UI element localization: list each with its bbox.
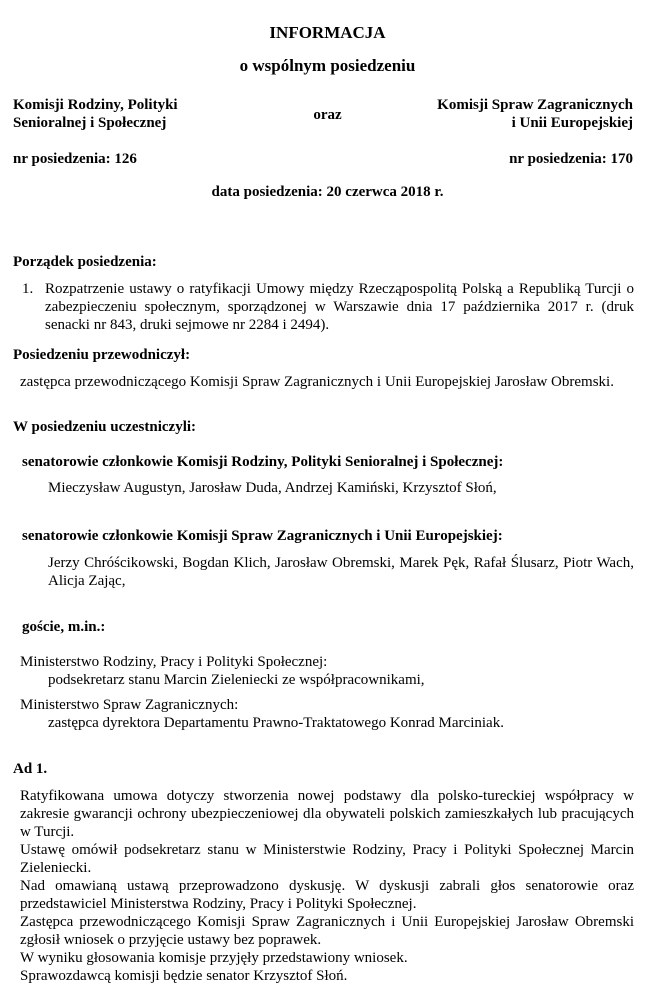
- committee-right-line-2: i Unii Europejskiej: [511, 115, 633, 131]
- chair-heading: Posiedzeniu przewodniczył:: [13, 347, 191, 363]
- committee-connector: oraz: [313, 107, 342, 123]
- guest-ministry-family-detail: podsekretarz stanu Marcin Zieleniecki ze współpracownikami,: [48, 672, 425, 688]
- chair-text: zastępca przewodniczącego Komisji Spraw Zagranicznych i Unii Europejskiej Jarosław Obremski.: [20, 374, 614, 390]
- group-names-family-committee: Mieczysław Augustyn, Jarosław Duda, Andrzej Kamiński, Krzysztof Słoń,: [48, 480, 497, 496]
- committee-left-line-2: Senioralnej i Społecznej: [13, 115, 167, 131]
- meeting-number-right: nr posiedzenia: 170: [509, 151, 633, 167]
- agenda-item: [22, 280, 634, 334]
- document-subtitle: o wspólnym posiedzeniu: [239, 56, 416, 75]
- ad1-paragraph: Zastępca przewodniczącego Komisji Spraw Zagranicznych i Unii Europejskiej Jarosław Obremski zgłosił wniosek o przyjęcie ustawy bez poprawek.: [20, 914, 634, 948]
- committee-right-line-1: Komisji Spraw Zagranicznych: [437, 97, 633, 113]
- guests-heading: goście, m.in.:: [22, 619, 106, 635]
- guest-ministry-family: Ministerstwo Rodziny, Pracy i Polityki Społecznej:: [20, 654, 328, 670]
- ad1-body: [20, 787, 634, 985]
- committee-left-line-1: Komisji Rodziny, Polityki: [13, 97, 178, 113]
- document-title: INFORMACJA: [269, 23, 386, 42]
- committee-right: [437, 96, 633, 132]
- ad1-paragraph: Sprawozdawcą komisji będzie senator Krzysztof Słoń.: [20, 968, 348, 984]
- group-heading-foreign-committee: senatorowie członkowie Komisji Spraw Zagranicznych i Unii Europejskiej:: [22, 528, 503, 544]
- participants-heading: W posiedzeniu uczestniczyli:: [13, 419, 197, 435]
- guest-ministry-foreign: Ministerstwo Spraw Zagranicznych:: [20, 697, 239, 713]
- ad1-paragraph: Nad omawianą ustawą przeprowadzono dyskusję. W dyskusji zabrali głos senatorowie oraz przedstawiciel Ministerstwa Rodziny, Pracy i Polityki Społecznej.: [20, 878, 634, 912]
- ad1-heading: Ad 1.: [13, 761, 48, 777]
- agenda-heading: Porządek posiedzenia:: [13, 254, 157, 270]
- group-heading-family-committee: senatorowie członkowie Komisji Rodziny, Polityki Senioralnej i Społecznej:: [22, 454, 504, 470]
- meeting-number-left: nr posiedzenia: 126: [13, 151, 137, 167]
- ad1-paragraph: W wyniku głosowania komisje przyjęły przedstawiony wniosek.: [20, 950, 408, 966]
- agenda-item-number: 1.: [22, 281, 34, 297]
- meeting-date: data posiedzenia: 20 czerwca 2018 r.: [211, 184, 444, 200]
- guest-ministry-foreign-detail: zastępca dyrektora Departamentu Prawno-Traktatowego Konrad Marciniak.: [48, 715, 504, 731]
- agenda-item-text: Rozpatrzenie ustawy o ratyfikacji Umowy między Rzecząpospolitą Polską a Republiką Turcji o zabezpieczeniu społecznym, sporządzonej w Warszawie dnia 17 października 2017 r. (druk senacki nr 843, druki sejmowe nr 2284 i 2494).: [45, 281, 634, 333]
- ad1-paragraph: Ustawę omówił podsekretarz stanu w Ministerstwie Rodziny, Pracy i Polityki Społecznej Marcin Zieleniecki.: [20, 842, 634, 876]
- ad1-paragraph: Ratyfikowana umowa dotyczy stworzenia nowej podstawy dla polsko-tureckiej współpracy w zakresie gwarancji ochrony ubezpieczeniowej dla obywateli polskich zamieszkałych lub pracujących w Turcji.: [20, 788, 634, 840]
- group-names-foreign-committee: Jerzy Chróścikowski, Bogdan Klich, Jarosław Obremski, Marek Pęk, Rafał Ślusarz, Piotr Wach, Alicja Zając,: [48, 555, 634, 589]
